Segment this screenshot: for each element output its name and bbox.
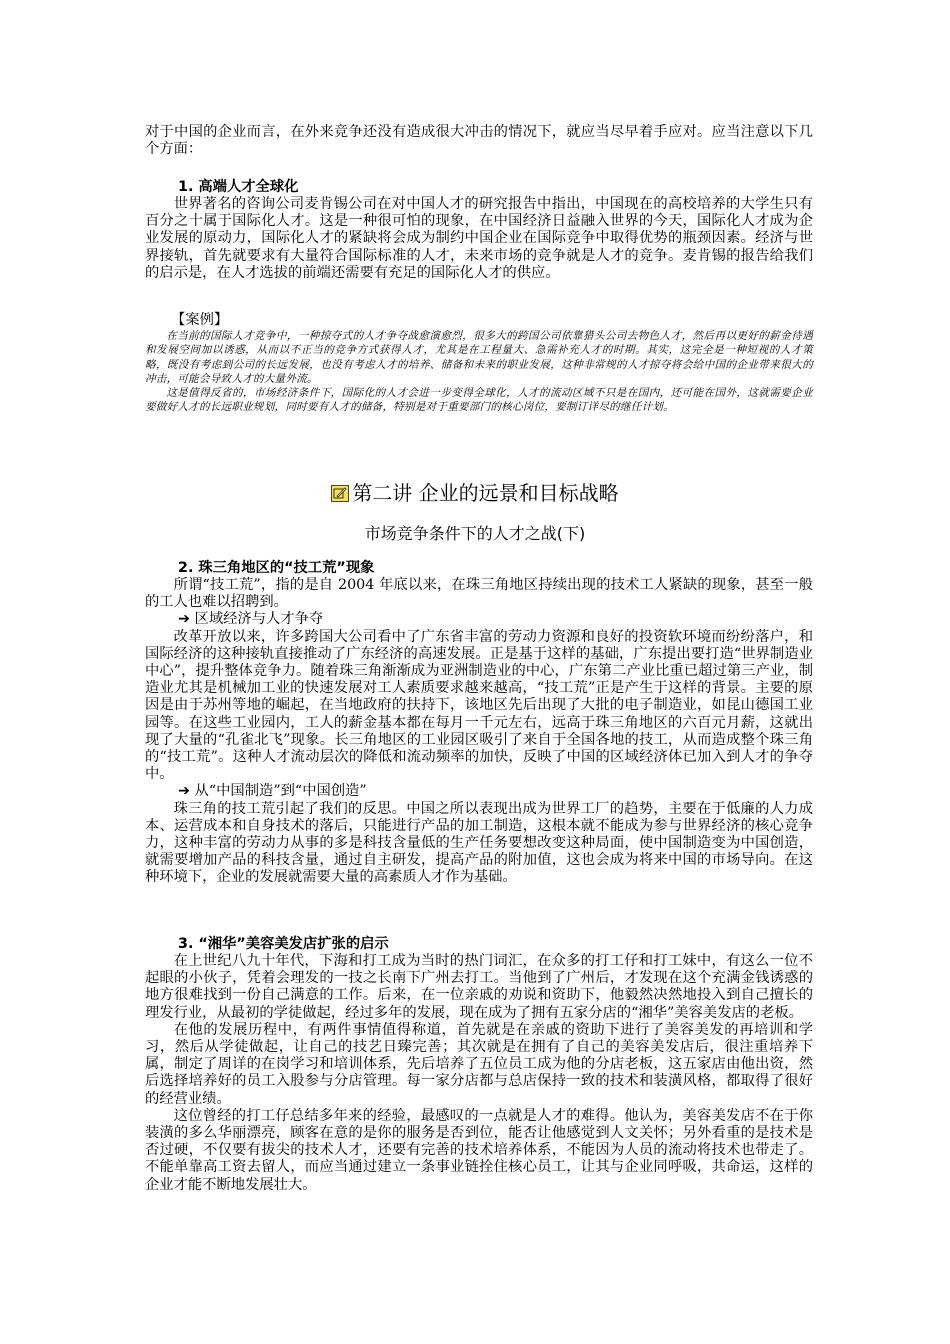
section-3-paragraph-3: 这位曾经的打工仔总结多年来的经验，最感叹的一点就是人才的难得。他认为，美容美发店不在于你装潢的多么华丽漂亮，顾客在意的是你的服务是否到位，能否让他感觉到人文关怀；另外看重的是技术是否过硬，不仅要有拔尖的技术人才，还要有完善的技术培养体系，不能因为人员的流动将技术也带走了。不能单靠高工资去留人，而应当通过建立一条事业链拴住核心员工，让其与企业同呼吸，共命运，这样的企业才能不断地发展壮大。 [145, 1107, 813, 1193]
section-1-heading: 1. 高端人才全球化 [178, 179, 299, 195]
section-3 [145, 935, 813, 1194]
section-2 [145, 559, 813, 887]
case-box [145, 312, 813, 415]
chapter-subtitle: 市场竞争条件下的人才之战(下) [364, 524, 586, 543]
section-1 [145, 178, 813, 282]
subsection-regional-economy [145, 611, 813, 628]
subsection-made-to-created [145, 783, 813, 800]
subsection-regional-economy-label: 区域经济与人才争夺 [194, 611, 324, 628]
section-1-paragraph: 世界著名的咨询公司麦肯锡公司在对中国人才的研究报告中指出，中国现在的高校培养的大学生只有百分之十属于国际化人才。这是一种很可怕的现象，在中国经济日益融入世界的今天，国际化人才成为企业发展的原动力，国际化人才的紧缺将会成为制约中国企业在国际竞争中取得优势的瓶颈因素。经济与世界接轨，首先就要求有大量符合国际标准的人才，未来市场的竞争就是人才的竞争。麦肯锡的报告给我们的启示是，在人才选拔的前端还需要有充足的国际化人才的供应。 [145, 196, 813, 281]
case-label: 【案例】 [171, 312, 229, 328]
case-paragraph-2: 这是值得反省的，市场经济条件下，国际化的人才会进一步变得全球化，人才的流动区域不只是在国内，还可能在国外，这就需要企业要做好人才的长远职业规划，同时要有人才的储备，特别是对于重要部门的核心岗位，要制订详尽的继任计划。 [145, 387, 813, 414]
section-3-paragraph-2: 在他的发展历程中，有两件事情值得称道，首先就是在亲戚的资助下进行了美容美发的再培训和学习，然后从学徒做起，让自己的技艺日臻完善；其次就是在拥有了自己的美容美发店后，很注重培养下属，制定了周详的在岗学习和培训体系，先后培养了五位员工成为他的分店老板，这五家店由他出资，然后选择培养好的员工入股参与分店管理。每一家分店都与总店保持一致的技术和装潢风格，都取得了很好的经营业绩。 [145, 1021, 813, 1107]
chapter-title [0, 480, 950, 506]
case-paragraph-1: 在当前的国际人才竞争中，一种掠夺式的人才争夺战愈演愈烈，很多大的跨国公司依靠猎头公司去物色人才，然后再以更好的薪金待遇和发展空间加以诱惑，从而以不正当的竞争方式获得人才，尤其是在工程量大、急需补充人才的时期。其实，这完全是一种短视的人才策略，既没有考虑到公司的长远发展，也没有考虑人才的培养、储备和未来的职业发展，这种非常规的人才掠夺将会给中国的企业带来很大的冲击，可能会导致人才的大量外流。 [145, 330, 813, 385]
note-pencil-icon [331, 485, 349, 502]
section-2-paragraph: 所谓“技工荒”，指的是自 2004 年底以来，在珠三角地区持续出现的技术工人紧缺的现象，甚至一般的工人也难以招聘到。 [145, 577, 813, 611]
subsection-regional-economy-paragraph: 改革开放以来，许多跨国大公司看中了广东省丰富的劳动力资源和良好的投资软环境而纷纷落户，和国际经济的这种接轨直接推动了广东经济的高速发展。正是基于这样的基础，广东提出要打造“世界制造业中心”，提升整体竞争力。随着珠三角渐渐成为亚洲制造业的中心，广东第二产业比重已超过第三产业，制造业尤其是机械加工业的快速发展对工人素质要求越来越高，“技工荒”正是产生于这样的背景。主要的原因是由于苏州等地的崛起，在当地政府的扶持下，该地区先后出现了大批的电子制造业，如昆山德国工业园等。在这些工业园内，工人的薪金基本都在每月一千元左右，远高于珠三角地区的六百元月薪，这就出现了大量的“孔雀北飞”现象。长三角地区的工业园区吸引了来自于全国各地的技工，从而造成整个珠三角的“技工荒”。这种人才流动层次的降低和流动频率的加快，反映了中国的区域经济体已加入到人才的争夺中。 [145, 628, 813, 783]
section-2-heading: 2. 珠三角地区的“技工荒”现象 [178, 560, 375, 576]
section-3-heading: 3. “湘华”美容美发店扩张的启示 [178, 936, 389, 952]
chapter-title-text: 第二讲 企业的远景和目标战略 [352, 481, 619, 505]
intro-paragraph [145, 124, 813, 158]
subsection-made-to-created-label: 从“中国制造”到“中国创造” [194, 783, 367, 800]
arrow-right-icon: ➔ [178, 783, 190, 800]
section-3-paragraph-1: 在上世纪八九十年代，下海和打工成为当时的热门词汇，在众多的打工仔和打工妹中，有这么一位不起眼的小伙子，凭着会理发的一技之长南下广州去打工。当他到了广州后，才发现在这个充满金钱诱惑的地方很难找到一份自己满意的工作。后来，在一位亲戚的劝说和资助下，他毅然决然地投入到自己擅长的理发行业，从最初的学徒做起，经过多年的发展，现在成为了拥有五家分店的“湘华”美容美发店的老板。 [145, 953, 813, 1021]
subsection-made-to-created-paragraph: 珠三角的技工荒引起了我们的反思。中国之所以表现出成为世界工厂的趋势，主要在于低廉的人力成本、运营成本和自身技术的落后，只能进行产品的加工制造，这根本就不能成为参与世界经济的核心竞争力，这种丰富的劳动力从事的多是科技含量低的生产任务要想改变这种局面，使中国制造变为中国创造，就需要增加产品的科技含量，通过自主研发，提高产品的附加值，这也会成为将来中国的市场导向。在这种环境下，企业的发展就需要大量的高素质人才作为基础。 [145, 800, 813, 886]
arrow-right-icon: ➔ [178, 611, 190, 628]
intro-text: 对于中国的企业而言，在外来竞争还没有造成很大冲击的情况下，就应当尽早着手应对。应当注意以下几个方面： [145, 124, 813, 158]
